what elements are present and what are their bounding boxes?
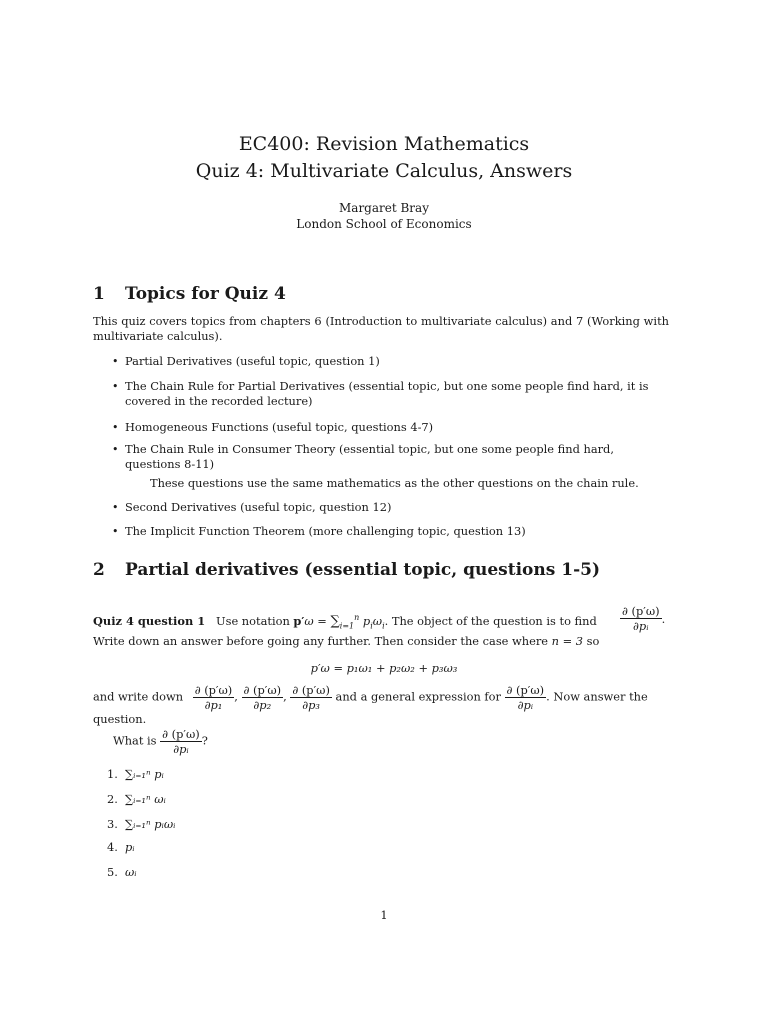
option-text: ∑ᵢ₌₁ⁿ ωᵢ [125, 792, 166, 806]
fraction-p2 [242, 683, 284, 712]
document-title: EC400: Revision Mathematics [238, 133, 530, 155]
fraction-denominator: ∂p₁ [204, 698, 223, 712]
option-text: pᵢ [125, 840, 135, 854]
author-affiliation: London School of Economics [296, 217, 472, 231]
what-is-line [113, 727, 208, 756]
fraction-p1 [193, 683, 235, 712]
math-sup: n [354, 613, 360, 623]
question-word: question. [93, 712, 147, 726]
question-line-2-text: Write down an answer before going any further. Then consider the case where [93, 634, 549, 648]
option-number: 5. [107, 865, 118, 879]
topic-item: Second Derivatives (useful topic, question 12) [125, 500, 392, 514]
fraction-numerator: ∂ (p′ω) [194, 683, 233, 697]
fraction-denominator: ∂p₂ [253, 698, 272, 712]
option-text: ∑ᵢ₌₁ⁿ pᵢωᵢ [125, 817, 176, 831]
question-mark: ? [201, 733, 208, 748]
math-omega: ω [304, 614, 314, 628]
fraction-numerator: ∂ (p′ω) [292, 683, 330, 697]
section-2-title: Partial derivatives (essential topic, questions 1-5) [125, 560, 600, 580]
write-down-line: and write down $\frac{\partial (p'\omega)}{\text{∂p₁}}$ , $\frac{\partial (p'\omega)}{\text{∂p₂}}$ , $\frac{\partial (p'\omega)}{\text{∂p₃}}$ and a general expression for $\frac{\partial (p'\omega)}{\text{∂pᵢ}}$ . Now answer the [93, 683, 648, 712]
write-down-text: and write down [93, 689, 184, 704]
math-sub: i=1 [339, 621, 355, 631]
period: . [661, 612, 666, 626]
fraction-pi [505, 683, 547, 712]
option-number: 4. [107, 840, 118, 854]
question-1-line-1: Quiz 4 question 1 Use notation $p'\omega = \sum_{i=1}^n$ $p_i\omega_i$. The object of the question is to find [93, 613, 597, 631]
question-text-use: Use notation [216, 614, 290, 628]
topic-item: Partial Derivatives (useful topic, question 1) [125, 354, 380, 368]
bullet-icon: • [112, 501, 119, 514]
fraction-denominator: ∂pᵢ [517, 698, 534, 712]
topic-item: The Chain Rule in Consumer Theory (essential topic, but one some people find hard, questions 8-11) [125, 442, 614, 471]
topic-note: These questions use the same mathematics as the other questions on the chain rule. [150, 476, 639, 490]
page-number: 1 [380, 908, 388, 922]
equation-text: p′ω = p₁ω₁ + p₂ω₂ + p₃ω₃ [310, 661, 458, 675]
section-1-number: 1 [93, 284, 105, 304]
option-number: 3. [107, 817, 118, 831]
question-1-line-2 [93, 634, 599, 649]
bullet-icon: • [112, 525, 119, 538]
section-1-intro: This quiz covers topics from chapters 6 (Introduction to multivariate calculus) and 7 (Working with multivariate calculus). [93, 314, 669, 343]
bullet-icon: • [112, 421, 119, 434]
question-text-object: . The object of the question is to find [384, 614, 597, 628]
fraction [620, 604, 662, 633]
fraction-numerator: ∂ (p′ω) [506, 683, 545, 697]
question-label: Quiz 4 question 1 [93, 614, 206, 628]
document-subtitle: Quiz 4: Multivariate Calculus, Answers [195, 160, 573, 182]
fraction-what-is [160, 727, 202, 756]
bullet-icon: • [112, 380, 119, 393]
fraction-target [620, 604, 665, 633]
fraction-denominator: ∂p₃ [302, 698, 320, 712]
fraction-numerator: ∂ (p′ω) [243, 683, 282, 697]
bullet-icon: • [112, 443, 119, 456]
fraction-numerator: ∂ (p′ω) [162, 727, 200, 741]
fraction-p3 [290, 683, 332, 712]
author-name: Margaret Bray [339, 201, 429, 215]
topic-item: The Implicit Function Theorem (more challenging topic, question 13) [125, 524, 526, 538]
fraction-numerator: ∂ (p′ω) [622, 604, 660, 618]
topic-item: Homogeneous Functions (useful topic, questions 4-7) [125, 420, 434, 434]
section-1-heading [93, 284, 286, 304]
sum-symbol: ∑ [330, 614, 340, 629]
now-answer-text: . Now answer the [546, 689, 648, 704]
fraction-denominator: ∂pᵢ [633, 619, 649, 633]
option-text: ωᵢ [125, 865, 137, 879]
topic-item: The Chain Rule for Partial Derivatives (essential topic, but one some people find hard, it is covered in the recorded lecture) [125, 379, 649, 408]
math-p-prime-omega: p′ [293, 614, 305, 628]
fraction-denominator: ∂pᵢ [173, 742, 189, 756]
option-number: 2. [107, 792, 118, 806]
option-text: ∑ᵢ₌₁ⁿ pᵢ [125, 767, 164, 781]
section-1-title: Topics for Quiz 4 [125, 284, 286, 304]
option-number: 1. [107, 767, 118, 781]
what-is-text: What is [113, 733, 157, 748]
general-expression-text: and a general expression for [335, 689, 501, 704]
math-piwi: $p_i\omega_i$ [362, 614, 385, 631]
display-equation [0, 661, 768, 676]
section-2-number: 2 [93, 560, 105, 580]
math-n-equals: n = 3 [551, 634, 584, 648]
bullet-icon: • [112, 355, 119, 368]
section-2-heading [93, 560, 600, 580]
question-so: so [586, 634, 600, 648]
